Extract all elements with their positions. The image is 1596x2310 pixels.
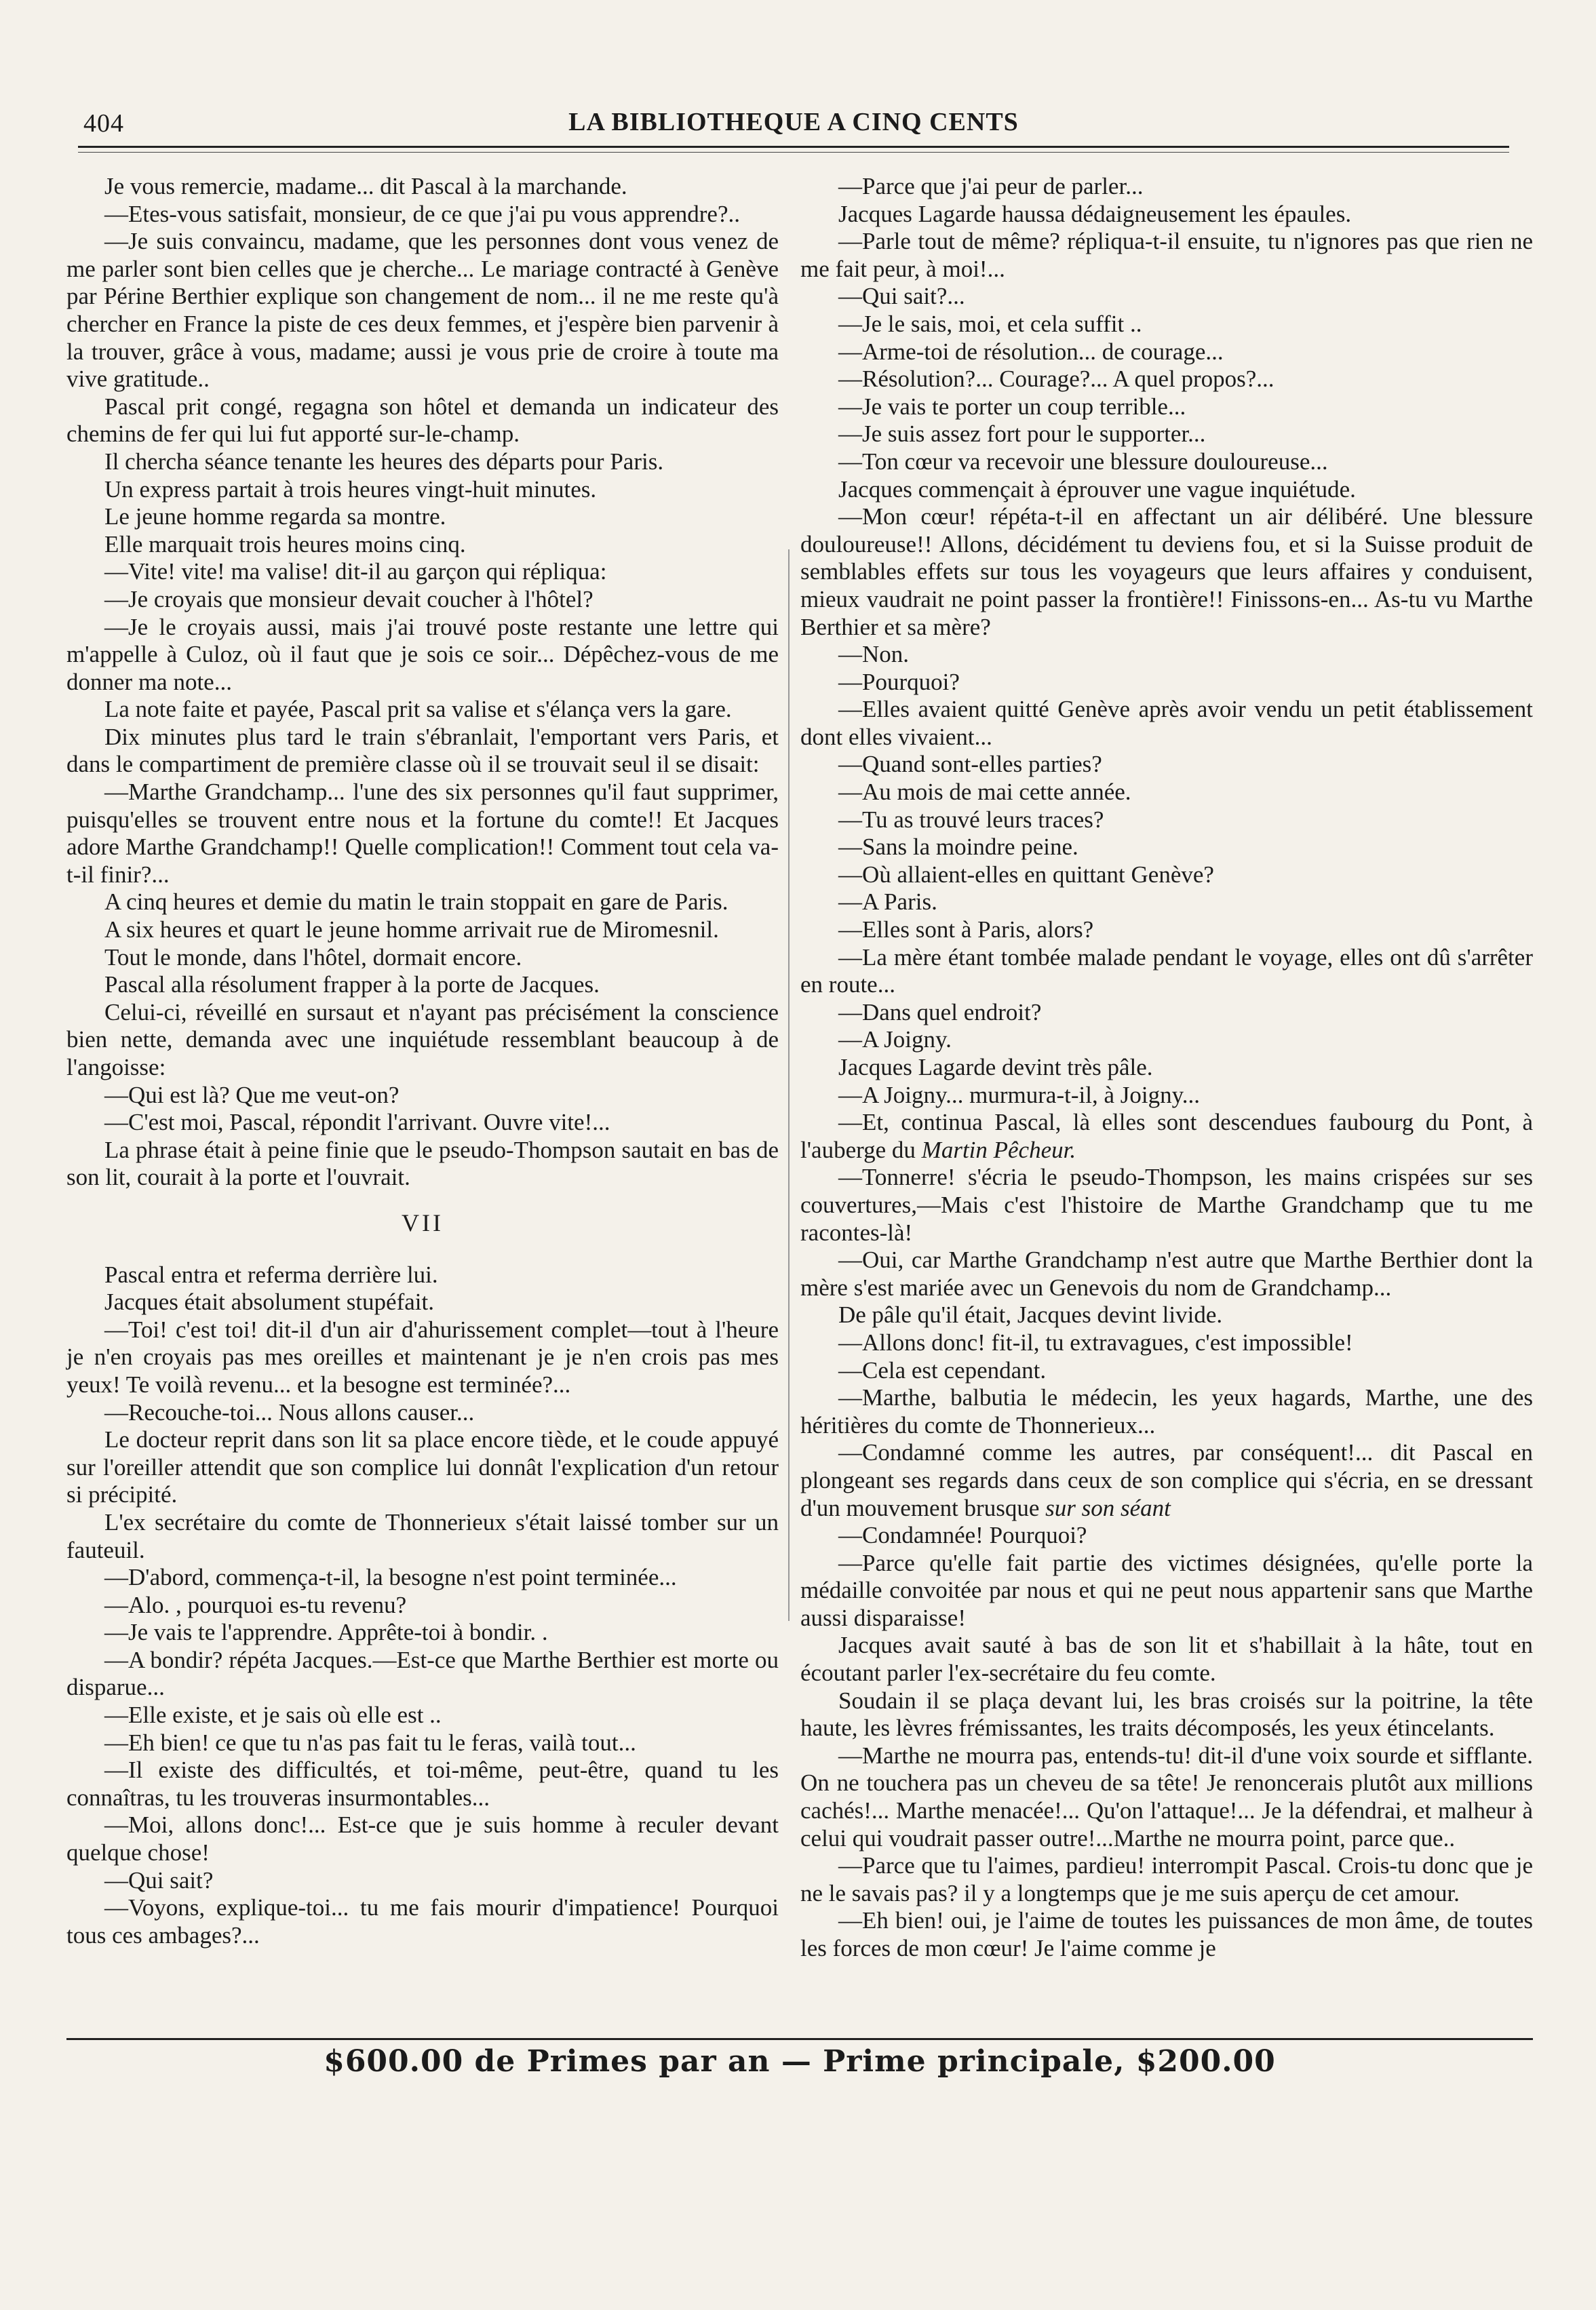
paragraph-text: —C'est moi, Pascal, répondit l'arrivant. Ouvre vite!... [104,1109,610,1136]
paragraph [66,173,779,201]
paragraph-text: Pascal entra et referma derrière lui. [104,1261,438,1288]
paragraph-text: —Eh bien! oui, je l'aime de toutes les puissances de mon âme, de toutes les forces de mon cœur! Je l'aime comme je [800,1907,1533,1961]
paragraph-text: Pascal prit congé, regagna son hôtel et demanda un indicateur des chemins de fer qui lui fut apporté sur-le-champ. [66,393,779,448]
column-divider [788,549,790,1621]
paragraph-text: De pâle qu'il était, Jacques devint livide. [838,1301,1223,1329]
paragraph [800,228,1533,283]
paragraph [66,503,779,531]
paragraph [800,503,1533,641]
paragraph [66,558,779,586]
paragraph [66,1757,779,1812]
paragraph-text: —Elles sont à Paris, alors? [838,916,1094,943]
paragraph-text: —A bondir? répéta Jacques.—Est-ce que Marthe Berthier est morte ou disparue... [66,1646,779,1701]
paragraph-text: —Mon cœur! répéta-t-il en affectant un air délibéré. Une blessure douloureuse!! Allons, décidément tu deviens fou, et si la Suisse produit de semblables effets sur tous les voyageurs que leurs affaires y conduisent, mieux vaudrait ne point passer la frontière!! Finissons-en... As-tu vu Marthe Berthier et sa mère? [800,503,1533,640]
paragraph [800,338,1533,366]
paragraph [800,1632,1533,1687]
paragraph-text: —Tu as trouvé leurs traces? [838,806,1104,833]
paragraph [66,448,779,476]
paragraph [66,1109,779,1137]
paragraph-text: Celui-ci, réveillé en sursaut et n'ayant pas précisément la conscience bien nette, demanda avec une inquiétude ressemblant beaucoup à de l'angoisse: [66,998,779,1080]
paragraph [800,1026,1533,1054]
paragraph-text: —Parce que tu l'aimes, pardieu! interrompit Pascal. Crois-tu donc que je ne le savais pas? il y a longtemps que je me suis aperçu de cet amour. [800,1852,1533,1906]
paragraph-text: —Eh bien! ce que tu n'as pas fait tu le feras, vailà tout... [104,1729,636,1756]
paragraph-text: —Allons donc! fit-il, tu extravagues, c'est impossible! [838,1329,1353,1356]
paragraph-text: —Marthe Grandchamp... l'une des six personnes qu'il faut supprimer, puisqu'elles se trouvent entre nous et la fortune du comte!! Et Jacques adore Marthe Grandchamp!! Quelle complication!! Comment tout cela va-t-il finir?... [66,779,779,888]
paragraph-text: —Moi, allons donc!... Est-ce que je suis homme à reculer devant quelque chose! [66,1812,779,1866]
paragraph-text: —Vite! vite! ma valise! dit-il au garçon qui répliqua: [104,558,607,585]
paragraph [800,944,1533,999]
paragraph [66,724,779,779]
paragraph-text: Je vous remercie, madame... dit Pascal à la marchande. [104,173,627,199]
paragraph-text: —Je suis assez fort pour le supporter... [838,420,1206,448]
paragraph [66,999,779,1082]
paragraph-text: Pascal alla résolument frapper à la porte de Jacques. [104,971,600,998]
paragraph [800,1164,1533,1247]
paragraph-text: —Condamné comme les autres, par conséquent!... dit Pascal en plongeant ses regards dans ceux de son complice qui s'écria, en se dressant d'un mouvement brusque [800,1439,1533,1521]
paragraph [800,999,1533,1027]
paragraph-text: Jacques était absolument stupéfait. [104,1289,434,1316]
paragraph-text: —Qui est là? Que me veut-on? [104,1081,400,1108]
paragraph-text: —Condamnée! Pourquoi? [838,1522,1087,1549]
paragraph-text: —A Paris. [838,888,937,916]
paragraph [800,888,1533,916]
paragraph [800,448,1533,476]
paragraph [66,228,779,393]
paragraph [800,696,1533,751]
page-number: 404 [83,109,124,138]
paragraph [800,834,1533,861]
paragraph [66,1137,779,1192]
paragraph-text: —Parce que j'ai peur de parler... [838,173,1144,199]
paragraph-text: —Je vais te l'apprendre. Apprête-toi à bondir. . [104,1619,548,1646]
paragraph-text: —Sans la moindre peine. [838,834,1078,861]
paragraph [66,1867,779,1895]
paragraph [800,476,1533,504]
paragraph [66,1592,779,1620]
paragraph [66,1261,779,1289]
paragraph-text: —Je vais te porter un coup terrible... [838,393,1186,420]
page-header [78,103,1509,141]
paragraph-text: —A Joigny. [838,1026,952,1053]
paragraph [800,806,1533,834]
paragraph [800,1852,1533,1907]
paragraph [66,1426,779,1509]
paragraph [800,1301,1533,1329]
paragraph [66,696,779,724]
paragraph-text: —Parce qu'elle fait partie des victimes désignées, qu'elle porte la médaille convoitée par nous et qui ne peut nous appartenir sans que Marthe aussi disparaisse! [800,1549,1533,1631]
paragraph [66,944,779,972]
paragraph [66,201,779,229]
paragraph [800,1247,1533,1301]
italic-text: Martin Pêcheur. [921,1136,1076,1163]
italic-text: sur son séant [1045,1494,1171,1521]
paragraph-text: La phrase était à peine finie que le pseudo-Thompson sautait en bas de son lit, courait à la porte et l'ouvrait. [66,1136,779,1191]
paragraph-text: —Je croyais que monsieur devait coucher à l'hôtel? [104,585,593,612]
paragraph [800,1329,1533,1357]
paragraph-text: —Oui, car Marthe Grandchamp n'est autre que Marthe Berthier dont la mère s'est mariée avec un Genevois du nom de Grandchamp... [800,1247,1533,1301]
paragraph [800,1687,1533,1742]
paragraph-text: —Résolution?... Courage?... A quel propos?... [838,366,1274,393]
paragraph [66,1289,779,1316]
paragraph-text: —Je le croyais aussi, mais j'ai trouvé poste restante une lettre qui m'appelle à Culoz, où il faut que je sois ce soir... Dépêchez-vous de me donner ma note... [66,613,779,695]
paragraph-text: —Marthe, balbutia le médecin, les yeux hagards, Marthe, une des héritières du comte de Thonnerieux... [800,1384,1533,1438]
paragraph [800,1357,1533,1385]
paragraph-text: A six heures et quart le jeune homme arrivait rue de Miromesnil. [104,916,719,943]
paragraph-text: —D'abord, commença-t-il, la besogne n'est point terminée... [104,1564,677,1591]
paragraph [800,1550,1533,1632]
paragraph [66,1564,779,1592]
paragraph-text: La note faite et payée, Pascal prit sa valise et s'élança vers la gare. [104,696,732,723]
paragraph-text: Elle marquait trois heures moins cinq. [104,530,466,557]
paragraph [66,888,779,916]
paragraph-text: —Ton cœur va recevoir une blessure douloureuse... [838,448,1328,475]
paragraph-text: —A Joigny... murmura-t-il, à Joigny... [838,1081,1201,1108]
paragraph-text: —Non. [838,641,910,668]
paragraph [66,779,779,888]
paragraph-text: —Et, continua Pascal, là elles sont descendues faubourg du Pont, à l'auberge du [800,1109,1533,1163]
paragraph-text: —Dans quel endroit? [838,998,1042,1025]
paragraph-text: —Elle existe, et je sais où elle est .. [104,1702,442,1729]
paragraph-text: —Quand sont-elles parties? [838,751,1102,778]
paragraph [66,1316,779,1399]
paragraph [800,1522,1533,1550]
paragraph [800,201,1533,229]
paragraph-text: —Parle tout de même? répliqua-t-il ensuite, tu n'ignores pas que rien ne me fait peur, à moi!... [800,228,1533,282]
paragraph-text: —Je le sais, moi, et cela suffit .. [838,310,1142,337]
paragraph [66,1509,779,1564]
paragraph [66,1619,779,1647]
paragraph-text: —Toi! c'est toi! dit-il d'un air d'ahurissement complet—tout à l'heure je n'en croyais pas mes oreilles et maintenant je je n'en crois pas mes yeux! Te voilà revenu... et la besogne est terminée?... [66,1316,779,1398]
paragraph-text: Jacques avait sauté à bas de son lit et s'habillait à la hâte, tout en écoutant parler l'ex-secrétaire du feu comte. [800,1632,1533,1687]
left-column [66,173,779,1949]
paragraph [66,1647,779,1702]
paragraph [800,1439,1533,1522]
paragraph-text: Il chercha séance tenante les heures des départs pour Paris. [104,448,664,475]
paragraph-text: —Il existe des difficultés, et toi-même, peut-être, quand tu les connaîtras, tu les trouveras insurmontables... [66,1757,779,1811]
paragraph-text: —Alo. , pourquoi es-tu revenu? [104,1591,407,1618]
paragraph-text: Le jeune homme regarda sa montre. [104,503,446,530]
paragraph [66,1729,779,1757]
paragraph-text: —Etes-vous satisfait, monsieur, de ce que j'ai pu vous apprendre?.. [104,200,741,227]
paragraph-text: —Cela est cependant. [838,1356,1047,1384]
paragraph [66,476,779,504]
header-rule [78,146,1509,148]
footer-banner: $600.00 de Primes par an — Prime principale, $200.00 [324,2044,1276,2079]
paragraph-text: VII [402,1209,444,1236]
paragraph-text: A cinq heures et demie du matin le train stoppait en gare de Paris. [104,888,728,916]
paragraph [800,1742,1533,1852]
paragraph [800,366,1533,393]
paragraph [800,1109,1533,1164]
right-column [800,173,1533,1963]
paragraph-text: Soudain il se plaça devant lui, les bras croisés sur la poitrine, la tête haute, les lèvres frémissantes, les traits décomposés, les yeux étincelants. [800,1687,1533,1742]
paragraph-text: Le docteur reprit dans son lit sa place encore tiède, et le coude appuyé sur l'oreiller attendit que son complice lui donnât l'explication d'un retour si précipité. [66,1426,779,1508]
paragraph-text: —Pourquoi? [838,668,960,695]
paragraph [800,1907,1533,1962]
paragraph [800,751,1533,779]
paragraph [800,779,1533,806]
paragraph [800,420,1533,448]
paragraph-text: —Recouche-toi... Nous allons causer... [104,1398,475,1426]
paragraph-text: —Au mois de mai cette année. [838,779,1131,806]
paragraph-text: —Tonnerre! s'écria le pseudo-Thompson, les mains crispées sur ses couvertures,—Mais c'est l'histoire de Marthe Grandchamp que tu me racontes-là! [800,1164,1533,1246]
paragraph [66,586,779,614]
paragraph [800,916,1533,944]
paragraph-text: —Qui sait?... [838,283,965,310]
paragraph-text: —Je suis convaincu, madame, que les personnes dont vous venez de me parler sont bien celles que je cherche... Le mariage contracté à Genève par Périne Berthier explique son changement de nom... il ne me reste qu'à chercher en France la piste de ces deux femmes, et j'espère bien parvenir à la trouver, grâce à vous, madame; aussi je vous prie de croire à toute ma vive gratitude.. [66,228,779,393]
paragraph-text: Un express partait à trois heures vingt-huit minutes. [104,475,597,503]
section-heading [66,1209,779,1237]
paragraph [66,1812,779,1866]
paragraph-text: —La mère étant tombée malade pendant le voyage, elles ont dû s'arrêter en route... [800,943,1533,998]
paragraph [66,1894,779,1949]
publication-title: LA BIBLIOTHEQUE A CINQ CENTS [568,108,1019,136]
paragraph-text: —Où allaient-elles en quittant Genève? [838,861,1214,888]
paragraph-text: L'ex secrétaire du comte de Thonnerieux s'était laissé tomber sur un fauteuil. [66,1508,779,1563]
paragraph-text: —Marthe ne mourra pas, entends-tu! dit-il d'une voix sourde et sifflante. On ne touchera pas un cheveu de sa tête! Je renoncerais plutôt aux millions cachés!... Marthe menacée!... Qu'on l'attaque!... Je la défendrai, et malheur à celui qui voudrait passer outre!...Marthe ne mourra point, parce que.. [800,1742,1533,1852]
paragraph [66,614,779,697]
paragraph [800,641,1533,669]
paragraph [800,393,1533,421]
paragraph-text: —Elles avaient quitté Genève après avoir vendu un petit établissement dont elles vivaient... [800,696,1533,750]
paragraph [66,531,779,559]
paragraph [66,1082,779,1110]
paragraph-text: Tout le monde, dans l'hôtel, dormait encore. [104,943,522,971]
paragraph-text: —Voyons, explique-toi... tu me fais mourir d'impatience! Pourquoi tous ces ambages?... [66,1894,779,1949]
paragraph-text: Jacques commençait à éprouver une vague inquiétude. [838,475,1356,503]
paragraph-text: Jacques Lagarde devint très pâle. [838,1054,1153,1080]
header-rule-thin [78,152,1509,153]
paragraph-text: Dix minutes plus tard le train s'ébranlait, l'emportant vers Paris, et dans le compartiment de première classe où il se trouvait seul il se disait: [66,723,779,778]
paragraph [800,311,1533,338]
paragraph [66,1702,779,1729]
paragraph [66,393,779,448]
paragraph [66,971,779,999]
paragraph-text: Jacques Lagarde haussa dédaigneusement les épaules. [838,200,1352,227]
paragraph [66,1399,779,1427]
paragraph [800,173,1533,201]
paragraph [800,1054,1533,1082]
paragraph [800,1384,1533,1439]
paragraph-text: —Qui sait? [104,1866,214,1894]
paragraph [800,1082,1533,1110]
paragraph [800,283,1533,311]
paragraph-text: —Arme-toi de résolution... de courage... [838,338,1224,365]
paragraph [800,861,1533,889]
paragraph [800,669,1533,697]
paragraph [66,916,779,944]
footer-rule [66,2038,1533,2040]
